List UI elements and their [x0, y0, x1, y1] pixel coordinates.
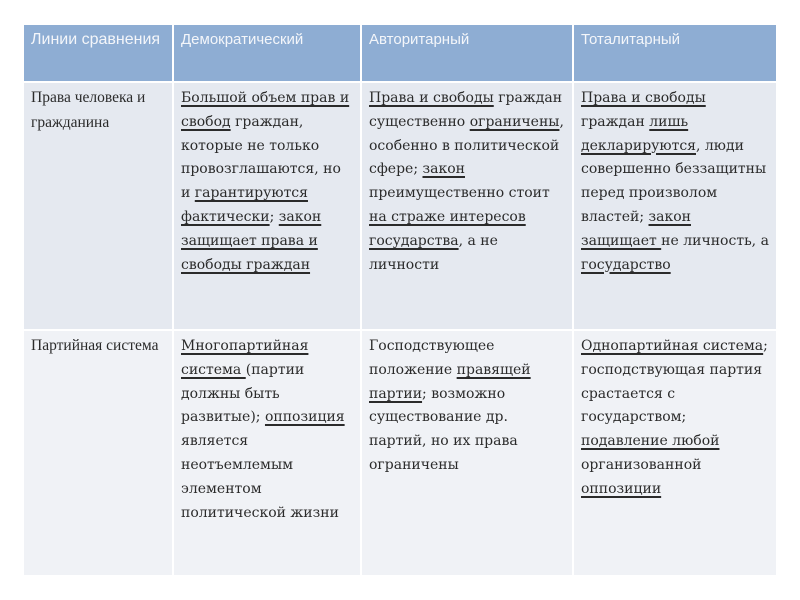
text-segment: ; господствующая партия срастается с государством; — [581, 338, 768, 426]
text-segment: граждан, которые не только провозглашаются, но и — [181, 113, 341, 202]
text-segment: не личность, а — [661, 232, 769, 249]
text-segment: Господствующее положение — [369, 338, 495, 378]
header-democratic: Демократический — [174, 25, 362, 83]
header-totalitarian: Тоталитарный — [574, 25, 776, 83]
underlined-text: Многопартийная система — [181, 338, 309, 378]
cell-rights-democratic — [174, 83, 362, 331]
text-segment: граждан — [581, 113, 650, 130]
row-label-party-system: Партийная система — [24, 331, 174, 577]
underlined-text: подавление любой — [581, 433, 720, 450]
underlined-text: Однопартийная система — [581, 338, 764, 354]
underlined-text: оппозиции — [581, 480, 662, 497]
underlined-text: гарантируются фактически — [181, 185, 308, 225]
text-segment: преимущественно стоит — [369, 185, 550, 202]
cell-party-totalitarian — [574, 331, 776, 577]
cell-rights-totalitarian — [574, 83, 776, 331]
text-segment: ; — [269, 208, 279, 225]
underlined-text: закон защищает — [581, 208, 691, 249]
text-segment: является неотъемлемым элементом политической жизни — [181, 433, 339, 521]
underlined-text: ограничены — [469, 113, 560, 130]
text-segment: , люди совершенно беззащитны перед произволом властей; — [581, 137, 767, 225]
underlined-text: Права и свободы — [369, 90, 494, 106]
cell-rights-authoritarian — [362, 83, 574, 331]
text-segment: ; возможно существование др. партий, но их права ограничены — [369, 385, 518, 473]
text-segment: организованной — [581, 456, 702, 473]
comparison-table — [24, 25, 776, 577]
text-segment: , особенно в политической сфере; — [369, 113, 564, 178]
header-comparison-lines: Линии сравнения — [24, 25, 174, 83]
underlined-text: оппозиция — [264, 409, 345, 426]
cell-party-democratic — [174, 331, 362, 577]
text-segment: , а не личности — [369, 232, 498, 273]
underlined-text: лишь декларируются — [581, 113, 696, 154]
text-segment: (партии должны быть развитые); — [181, 361, 305, 426]
text-segment: граждан существенно — [369, 90, 563, 130]
underlined-text: на страже интересов государства — [369, 208, 526, 249]
underlined-text: правящей партии — [369, 361, 531, 402]
underlined-text: Большой объем прав и свобод — [181, 90, 350, 130]
cell-party-authoritarian — [362, 331, 574, 577]
row-label-rights: Права человека и гражданина — [24, 83, 174, 331]
underlined-text: Права и свободы — [581, 90, 706, 106]
underlined-text: государство — [581, 256, 671, 273]
underlined-text: закон — [422, 161, 465, 178]
header-authoritarian: Авторитарный — [362, 25, 574, 83]
underlined-text: закон защищает права и свободы граждан — [181, 208, 322, 273]
